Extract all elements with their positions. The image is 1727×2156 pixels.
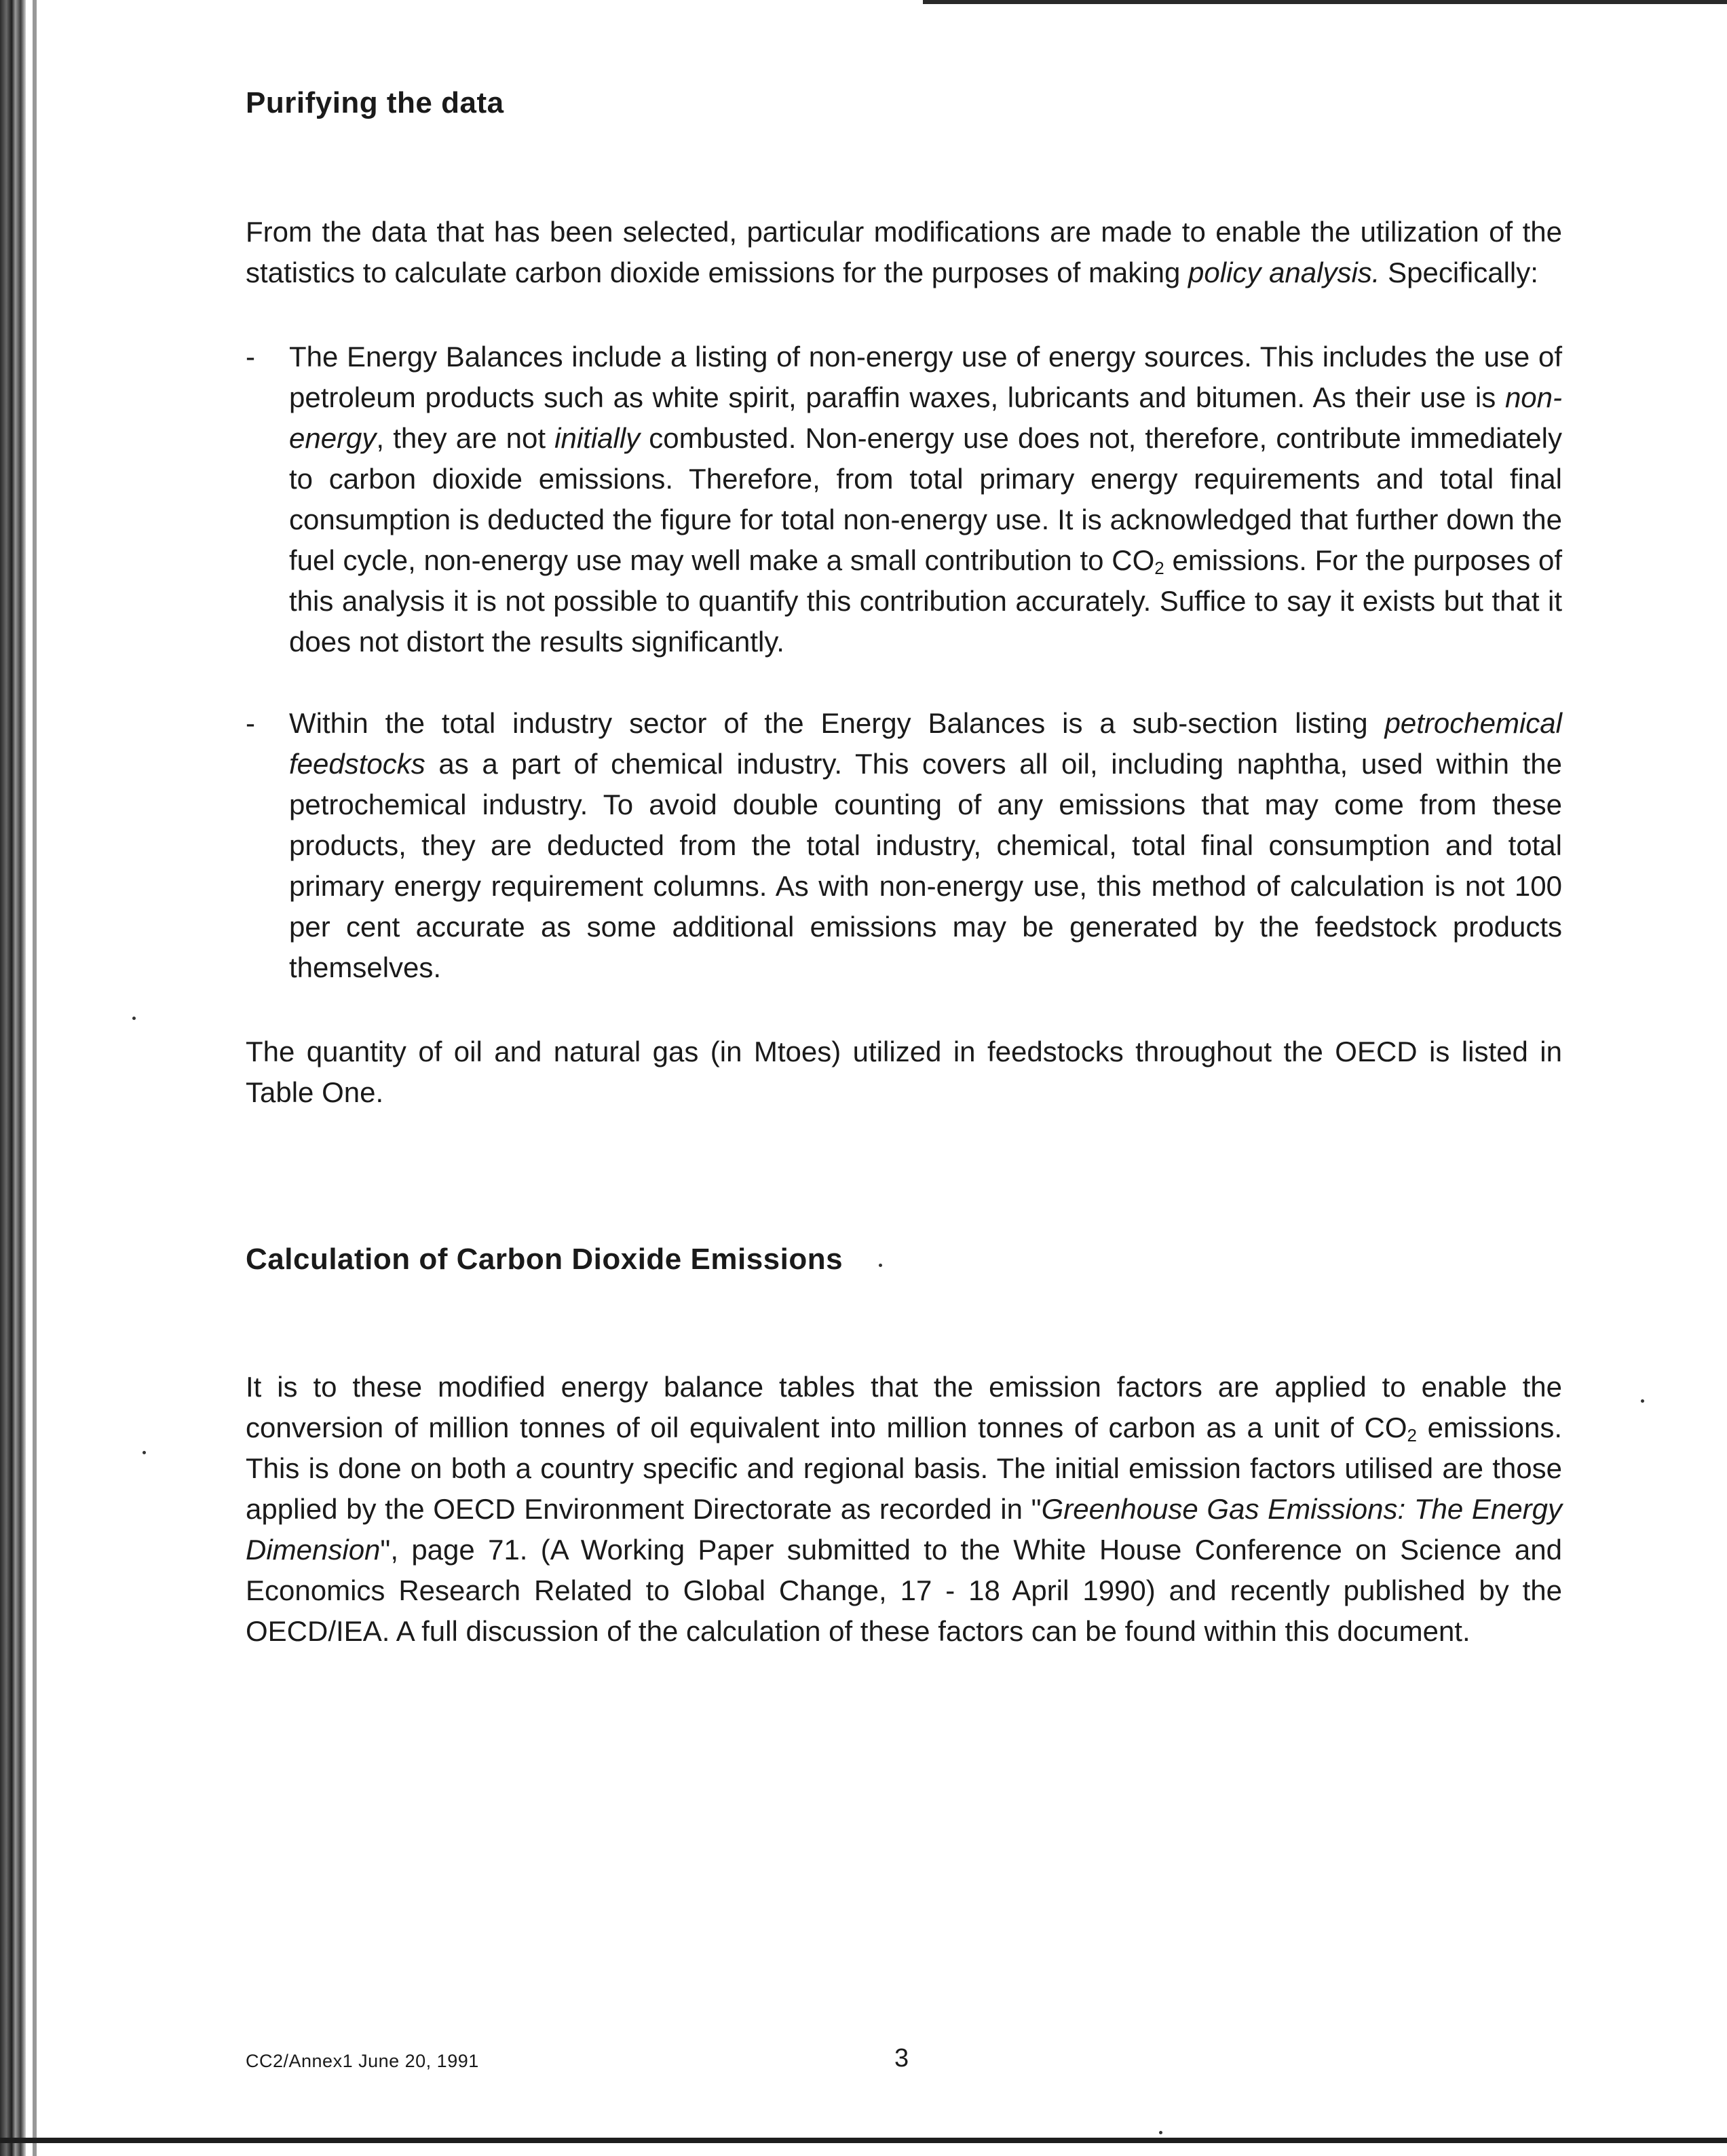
section-heading-calculation: Calculation of Carbon Dioxide Emissions xyxy=(246,1243,843,1276)
bullet-text: , they are not xyxy=(376,422,555,454)
closing-paragraph: The quantity of oil and natural gas (in Mtoes) utilized in feedstocks throughout the OECD is listed in Table One. xyxy=(246,1036,1562,1108)
scan-left-edge-line xyxy=(33,0,37,2156)
bullet-dash: - xyxy=(246,341,255,373)
subscript: 2 xyxy=(1407,1425,1417,1445)
scan-top-edge xyxy=(923,0,1727,4)
subscript: 2 xyxy=(1154,558,1164,578)
paragraph-text: emissions. This is done on both a country specific and regional basis. The initial emission factors utilised are those applied by the OECD Environment Directorate as recorded in " xyxy=(246,1412,1562,1525)
modification-list xyxy=(246,337,1562,988)
scan-speck xyxy=(1159,2131,1162,2134)
bullet-emphasis: petrochemical feedstocks xyxy=(289,707,1562,780)
bullet-text: combusted. Non-energy use does not, therefore, contribute immediately to carbon dioxide emissions. Therefore, from total primary energy requirements and total final consumption is deducted the figure for total non-energy use. It is acknowledged that further down the fuel cycle, non-energy use may well make a small contribution to CO xyxy=(289,422,1562,576)
scan-speck xyxy=(1641,1399,1644,1403)
calculation-paragraph xyxy=(246,1367,1562,1652)
paragraph-text: It is to these modified energy balance tables that the emission factors are applied to enable the conversion of million tonnes of oil equivalent into million tonnes of carbon as a unit of CO xyxy=(246,1371,1562,1443)
bullet-text: emissions. For the purposes of this analysis it is not possible to quantify this contribution accurately. Suffice to say it exists but that it does not distort the results significantly. xyxy=(289,544,1563,658)
intro-paragraph xyxy=(246,212,1562,293)
paragraph-text: ", page 71. (A Working Paper submitted to the White House Conference on Science and Economics Research Related to Global Change, 17 - 18 April 1990) and recently published by the OECD/IEA. A full discussion of the calculation of these factors can be found within this document. xyxy=(246,1534,1562,1647)
bullet-emphasis: non-energy xyxy=(289,381,1562,454)
scan-speck xyxy=(132,1017,136,1020)
list-item-non-energy xyxy=(246,337,1562,662)
bullet-text: The Energy Balances include a listing of non-energy use of energy sources. This includes the use of petroleum products such as white spirit, paraffin waxes, lubricants and bitumen. As their use is xyxy=(289,341,1562,413)
bullet-emphasis: initially xyxy=(554,422,641,454)
bullet-text: as a part of chemical industry. This covers all oil, including naphtha, used within the petrochemical industry. To avoid double counting of any emissions that may come from these products, they are deducted from the total industry, chemical, total final consumption and total primary energy requirement columns. As with non-energy use, this method of calculation is not 100 per cent accurate as some additional emissions may be generated by the feedstock products themselves. xyxy=(289,748,1562,983)
list-item-feedstocks xyxy=(246,703,1562,988)
page-content xyxy=(246,75,1562,1652)
scan-speck xyxy=(879,1264,882,1267)
intro-text: From the data that has been selected, particular modifications are made to enable the utilization of the statistics to calculate carbon dioxide emissions for the purposes of making xyxy=(246,216,1562,288)
scan-left-edge xyxy=(0,0,26,2156)
bullet-text: Within the total industry sector of the Energy Balances is a sub-section listing xyxy=(289,707,1385,739)
paragraph-emphasis: Greenhouse Gas Emissions: The Energy Dimension xyxy=(246,1493,1562,1566)
scan-speck xyxy=(143,1451,146,1454)
page-number: 3 xyxy=(894,2044,909,2073)
intro-emphasis: policy analysis. xyxy=(1188,257,1380,288)
section-heading-purifying: Purifying the data xyxy=(246,86,504,119)
bullet-dash: - xyxy=(246,707,255,739)
intro-text-end: Specifically: xyxy=(1380,257,1538,288)
scan-bottom-edge xyxy=(0,2138,1727,2143)
footer-reference: CC2/Annex1 June 20, 1991 xyxy=(246,2051,479,2071)
